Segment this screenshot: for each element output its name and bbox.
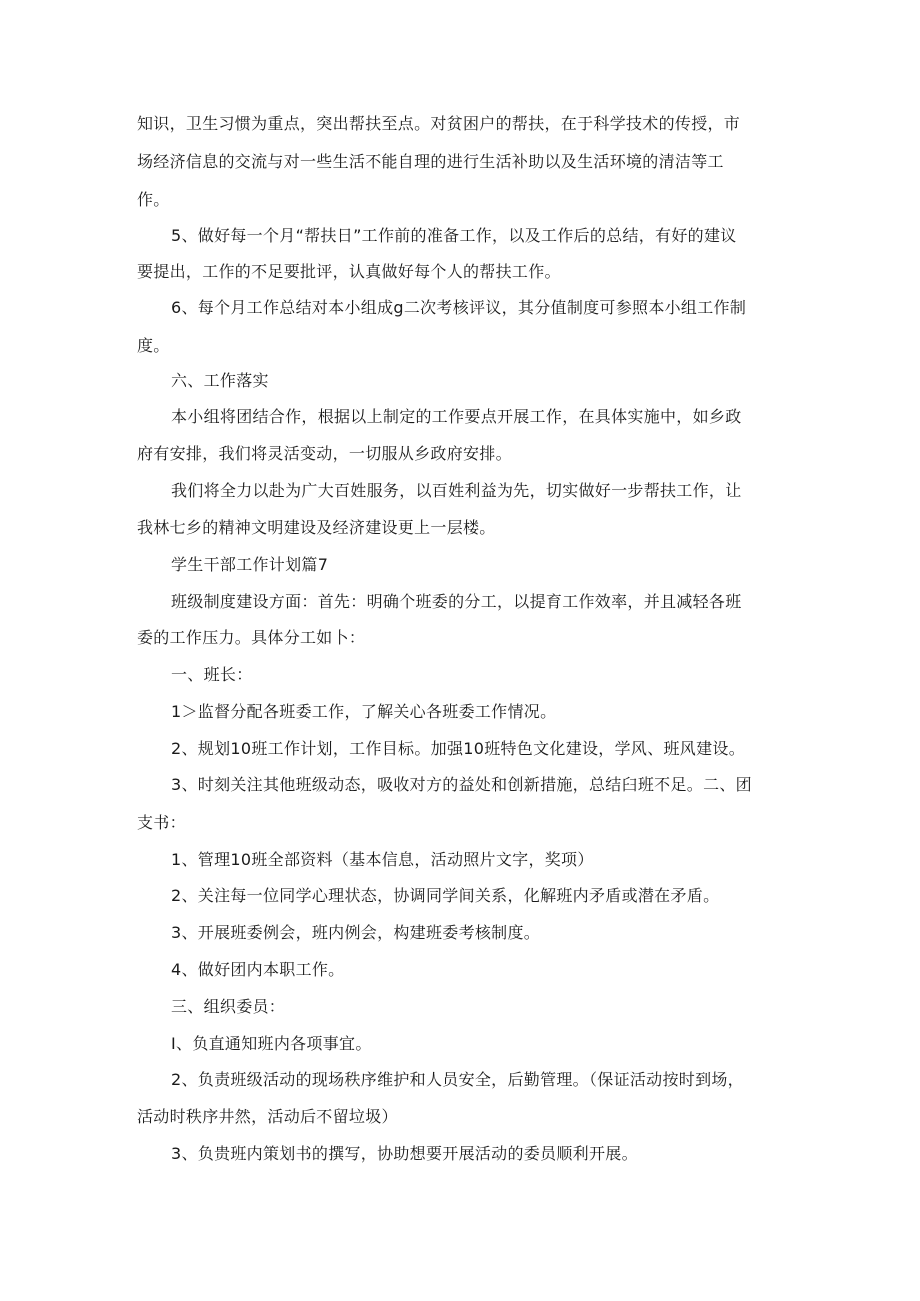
text-line: 1＞监督分配各班委工作，了解关心各班委工作情况。	[171, 702, 557, 721]
text-line: 6、每个月工作总结对本小组成g二次考核评议，其分值制度可参照本小组工作制	[171, 298, 747, 317]
section-heading: 三、组织委员：	[171, 997, 286, 1016]
text-line: 2、规划10班工作计划，工作目标。加强10班特色文化建设，学风、班风建设。	[171, 739, 745, 758]
text-line: 要提出，工作的不足要批评，认真做好每个人的帮扶工作。	[137, 262, 561, 281]
text-line: 3、时刻关注其他班级动态，吸收对方的益处和创新措施，总结臼班不足。二、团	[171, 775, 752, 794]
text-line: 活动时秩序井然，活动后不留垃圾）	[137, 1107, 398, 1126]
text-line: 委的工作压力。具体分工如卜：	[137, 628, 366, 647]
text-line: I、负直通知班内各项事宜。	[171, 1034, 372, 1053]
text-line: 5、做好每一个月“帮扶日”工作前的准备工作，以及工作后的总结，有好的建议	[171, 226, 737, 245]
section-heading: 六、工作落实	[171, 371, 269, 390]
section-heading: 一、班长：	[171, 665, 253, 684]
text-line: 2、关注每一位同学心理状态，协调同学间关系，化解班内矛盾或潜在矛盾。	[171, 886, 720, 905]
text-line: 4、做好团内本职工作。	[171, 960, 345, 979]
section-title: 学生干部工作计划篇7	[171, 555, 329, 574]
text-line: 度。	[137, 336, 170, 355]
text-line: 3、开展班委例会，班内例会，构建班委考核制度。	[171, 923, 541, 942]
text-line: 3、负贵班内策划书的撰写，协助想要开展活动的委员顺利开展。	[171, 1144, 638, 1163]
text-line: 2、负责班级活动的现场秩序维护和人员安全，后勤管理。（保证活动按时到场，	[171, 1070, 744, 1089]
text-line: 作。	[137, 190, 170, 209]
text-line: 班级制度建设方面：首先：明确个班委的分工，以提育工作效率，并且减轻各班	[171, 592, 742, 611]
text-line: 我林七乡的精神文明建设及经济建设更上一层楼。	[137, 518, 496, 537]
text-line: 1、管理10班全部资料（基本信息，活动照片文字，奖项）	[171, 850, 594, 869]
text-line: 我们将全力以赴为广大百姓服务，以百姓利益为先，切实做好一步帮扶工作，让	[171, 481, 742, 500]
text-line: 府有安排，我们将灵活变动，一切服从乡政府安排。	[137, 444, 512, 463]
text-line: 支书：	[137, 813, 186, 832]
text-line: 知识，卫生习惯为重点，突出帮扶至点。对贫困户的帮扶，在于科学技术的传授，市	[137, 114, 741, 133]
text-line: 场经济信息的交流与对一些生活不能自理的进行生活补助以及生活环境的清洁等工	[137, 152, 724, 171]
text-line: 本小组将团结合作，根据以上制定的工作要点开展工作，在具体实施中，如乡政	[171, 407, 742, 426]
